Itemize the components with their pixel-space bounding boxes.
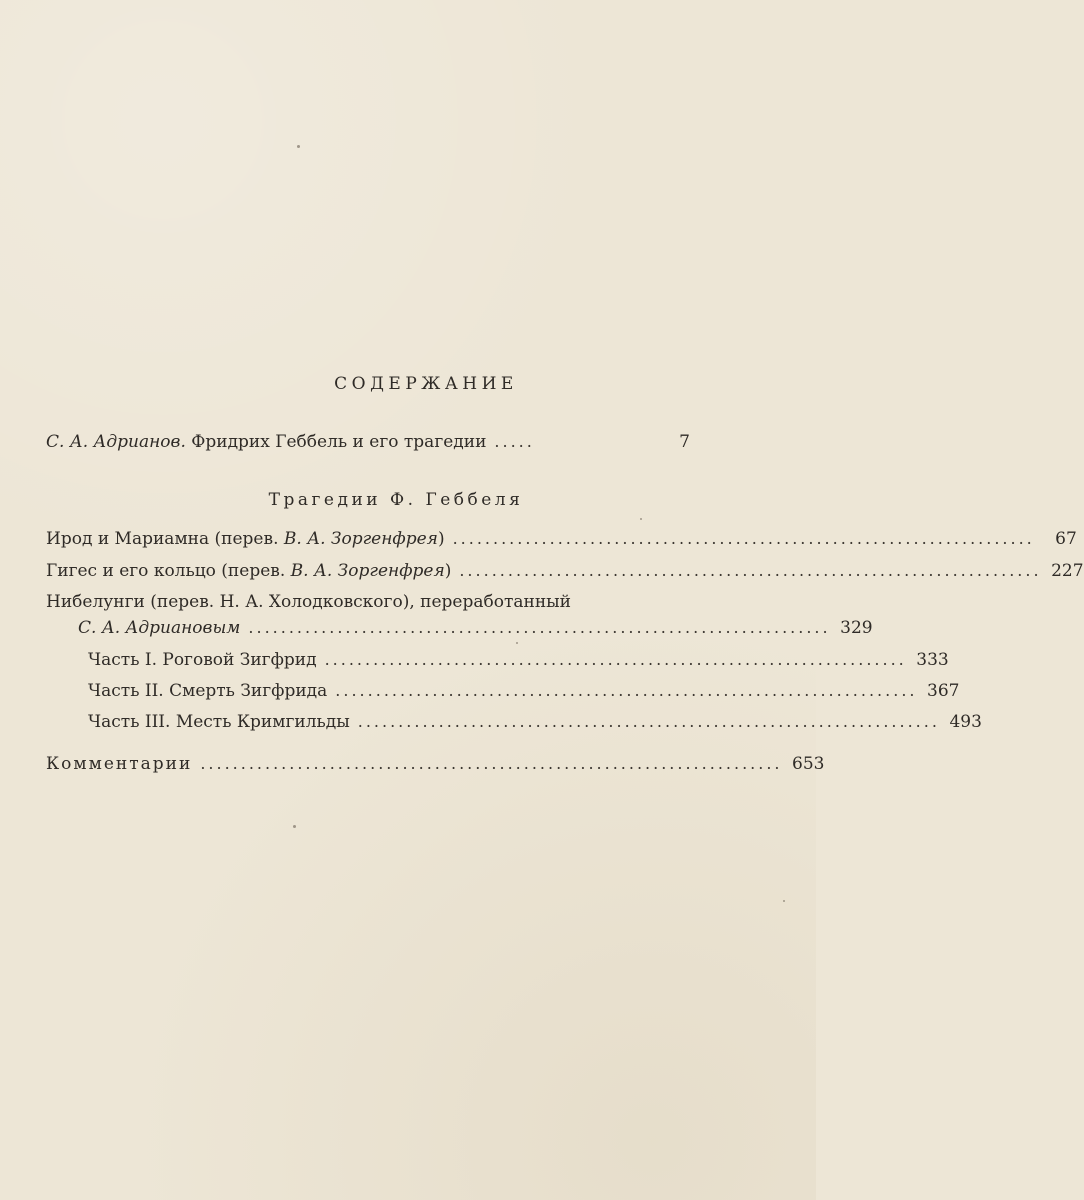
entry-suffix: ) xyxy=(444,561,452,581)
nibelungen-page-number: 329 xyxy=(840,618,873,638)
dot-leader: ........................................................................ xyxy=(357,712,940,731)
entry-translator: В. А. Зоргенфрея xyxy=(283,529,438,549)
entry-page-number: 227 xyxy=(1051,561,1084,581)
dot-leader: ........................................................................ xyxy=(248,618,831,637)
nibelungen-prefix: Нибелунги (перев. xyxy=(46,592,215,612)
intro-page-number: 7 xyxy=(679,432,690,452)
nibelungen-translator: Н. А. Холодковского xyxy=(219,592,403,612)
dot-leader: ........................................................................ xyxy=(324,650,907,669)
part-label: Часть II. Смерть Зигфрида xyxy=(88,681,328,701)
nibelungen-line-one xyxy=(46,594,690,611)
commentary-label: Комментарии xyxy=(46,754,193,774)
intro-entry xyxy=(46,434,690,451)
entry-label xyxy=(46,531,445,548)
contents-title: СОДЕРЖАНИЕ xyxy=(334,374,518,394)
paper-speck xyxy=(783,900,785,902)
dot-leader: ..... xyxy=(494,432,535,451)
contents-part-one xyxy=(88,650,949,670)
paper-speck xyxy=(516,642,518,644)
part-page-number: 367 xyxy=(927,681,960,701)
entry-prefix: Ирод и Мариамна (перев. xyxy=(46,529,279,549)
dot-leader: ........................................................................ xyxy=(459,561,1042,580)
paper-speck xyxy=(293,825,296,828)
part-label: Часть III. Месть Кримгильды xyxy=(88,712,350,732)
entry-prefix: Гигес и его кольцо (перев. xyxy=(46,561,286,581)
dot-leader: ........................................................................ xyxy=(452,529,1035,548)
nibelungen-line-two xyxy=(78,618,873,638)
part-label: Часть I. Роговой Зигфрид xyxy=(88,650,317,670)
part-page-number: 333 xyxy=(916,650,949,670)
paper-speck xyxy=(640,518,642,520)
entry-translator: В. А. Зоргенфрея xyxy=(290,561,445,581)
commentary-page-number: 653 xyxy=(792,754,825,774)
section-title: Трагедии Ф. Геббеля xyxy=(268,490,524,510)
entry-suffix: ) xyxy=(437,529,445,549)
contents-part-three xyxy=(88,712,982,732)
part-page-number: 493 xyxy=(949,712,982,732)
contents-entry-herod xyxy=(46,529,1077,549)
entry-page-number: 67 xyxy=(1055,529,1077,549)
intro-title: Фридрих Геббель и его трагедии xyxy=(191,432,487,452)
paper-speck xyxy=(297,145,300,148)
nibelungen-suffix: ), переработанный xyxy=(402,592,572,612)
entry-label xyxy=(46,563,451,580)
nibelungen-author: С. А. Адриановым xyxy=(78,618,241,638)
intro-author: С. А. Адрианов. xyxy=(46,432,186,452)
dot-leader: ........................................................................ xyxy=(335,681,918,700)
commentary-entry xyxy=(46,754,825,774)
contents-part-two xyxy=(88,681,960,701)
contents-entry-gyges xyxy=(46,561,1084,581)
dot-leader: ........................................................................ xyxy=(200,754,783,773)
intro-label xyxy=(46,434,486,451)
